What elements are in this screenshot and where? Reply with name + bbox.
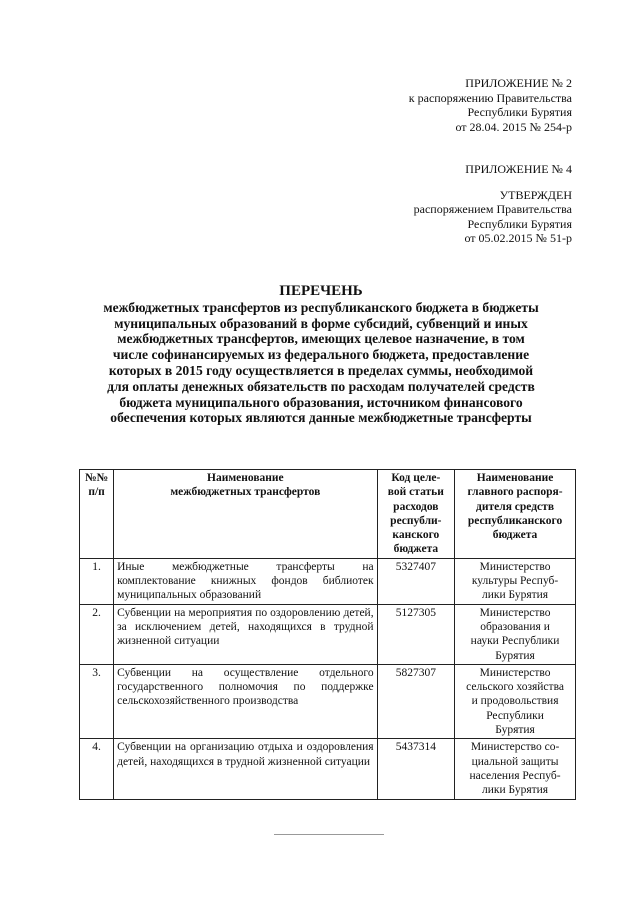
administrator-line: сельского хозяйства — [466, 681, 564, 694]
header-text: главного распоря- — [467, 486, 563, 499]
header-text: бюджета — [393, 543, 439, 556]
table-header-row — [80, 470, 576, 559]
appendix-2-line: от 28.04. 2015 № 254-р — [455, 119, 572, 134]
appendix-2-line: ПРИЛОЖЕНИЕ № 2 — [465, 76, 572, 90]
appendix-2-line: к распоряжению Правительства — [408, 90, 572, 105]
header-budget-code — [377, 470, 455, 559]
header-text: вой статьи — [387, 486, 444, 499]
header-number — [80, 470, 114, 559]
header-text: расходов — [393, 500, 439, 513]
appendix-4-line: от 05.02.2015 № 51-р — [464, 231, 572, 245]
header-text: п/п — [88, 486, 105, 499]
title-line: для оплаты денежных обязательств по расходам получателей средств — [107, 378, 535, 394]
title-line: числе софинансируемых из федерального бюджета, предоставление — [112, 347, 530, 363]
administrator-line: культуры Респуб- — [471, 575, 559, 588]
title-line: межбюджетных трансфертов из республиканского бюджета в бюджеты — [103, 299, 539, 315]
administrator-line: циальной защиты — [471, 755, 559, 768]
administrator-line: лики Бурятия — [482, 589, 549, 602]
header-text: дителя средств — [476, 500, 555, 513]
row-budget-code: 5327407 — [377, 558, 455, 604]
row-transfer-name: Субвенции на организацию отдыха и оздоровления детей, находящихся в трудной жизненной ситуации — [114, 739, 378, 799]
row-administrator — [455, 558, 576, 604]
header-text: республиканского — [467, 514, 563, 527]
footer-divider — [274, 834, 384, 835]
header-text: Наименование — [207, 472, 284, 484]
header-text: Наименование — [476, 472, 554, 484]
title-line: межбюджетных трансфертов, имеющих целевое назначение, в том — [117, 331, 525, 347]
row-number: 4. — [80, 739, 114, 799]
header-chief-administrator — [455, 470, 576, 559]
header-text: межбюджетных трансфертов — [170, 486, 321, 499]
appendix-2-header — [409, 76, 572, 134]
header-transfer-name — [114, 470, 378, 559]
administrator-line: Бурятия — [495, 724, 535, 737]
administrator-line: Министерство — [479, 606, 551, 619]
title-line: бюджета муниципального образования, источником финансового — [119, 394, 523, 410]
row-transfer-name: Иные межбюджетные трансферты на комплектование книжных фондов библиотек муниципальных образований — [114, 558, 378, 604]
header-text: республи- — [390, 514, 442, 527]
administrator-line: Министерство со- — [470, 741, 560, 754]
administrator-line: образования и — [480, 620, 550, 633]
document-title — [66, 284, 576, 426]
appendix-4-header — [414, 162, 572, 246]
row-budget-code: 5827307 — [377, 664, 455, 738]
table-row — [80, 664, 576, 738]
row-administrator — [455, 664, 576, 738]
row-number: 2. — [80, 604, 114, 664]
administrator-line: Министерство — [479, 560, 551, 573]
table-row — [80, 604, 576, 664]
title-line: муниципальных образований в форме субсидий, субвенций и иных — [114, 315, 528, 331]
administrator-line: науки Республики — [470, 635, 560, 648]
administrator-line: Республики — [486, 709, 544, 722]
appendix-4-line: УТВЕРЖДЕН — [499, 187, 572, 202]
administrator-line: Министерство — [479, 666, 551, 679]
row-administrator — [455, 604, 576, 664]
administrator-line: населения Респуб- — [469, 769, 561, 782]
row-number: 1. — [80, 558, 114, 604]
header-text: бюджета — [492, 529, 538, 542]
title-line: обеспечения которых являются данные межбюджетные трансферты — [110, 410, 532, 426]
administrator-line: Бурятия — [495, 649, 535, 662]
header-text: канского — [392, 529, 440, 542]
appendix-2-line: Республики Бурятия — [467, 105, 572, 119]
appendix-4-line: распоряжением Правительства — [413, 202, 572, 216]
row-budget-code: 5437314 — [377, 739, 455, 799]
row-administrator — [455, 739, 576, 799]
header-text: №№ — [84, 472, 109, 484]
appendix-4-title: ПРИЛОЖЕНИЕ № 4 — [465, 162, 572, 176]
table-row — [80, 739, 576, 799]
row-budget-code: 5127305 — [377, 604, 455, 664]
administrator-line: лики Бурятия — [482, 784, 549, 797]
appendix-4-line: Республики Бурятия — [467, 216, 572, 231]
administrator-line: и продовольствия — [471, 695, 559, 708]
header-text: Код целе- — [391, 472, 441, 484]
row-transfer-name: Субвенции на мероприятия по оздоровлению детей, за исключением детей, находящихся в трудной жизненной ситуации — [114, 604, 378, 664]
table-row — [80, 558, 576, 604]
row-transfer-name: Субвенции на осуществление отдельного государственного полномочия по поддержке сельскохозяйственного производства — [114, 664, 378, 738]
row-number: 3. — [80, 664, 114, 738]
title-line: которых в 2015 году осуществляется в пределах суммы, необходимой — [108, 362, 534, 378]
transfers-table — [79, 469, 576, 800]
title-heading: ПЕРЕЧЕНЬ — [279, 283, 363, 299]
